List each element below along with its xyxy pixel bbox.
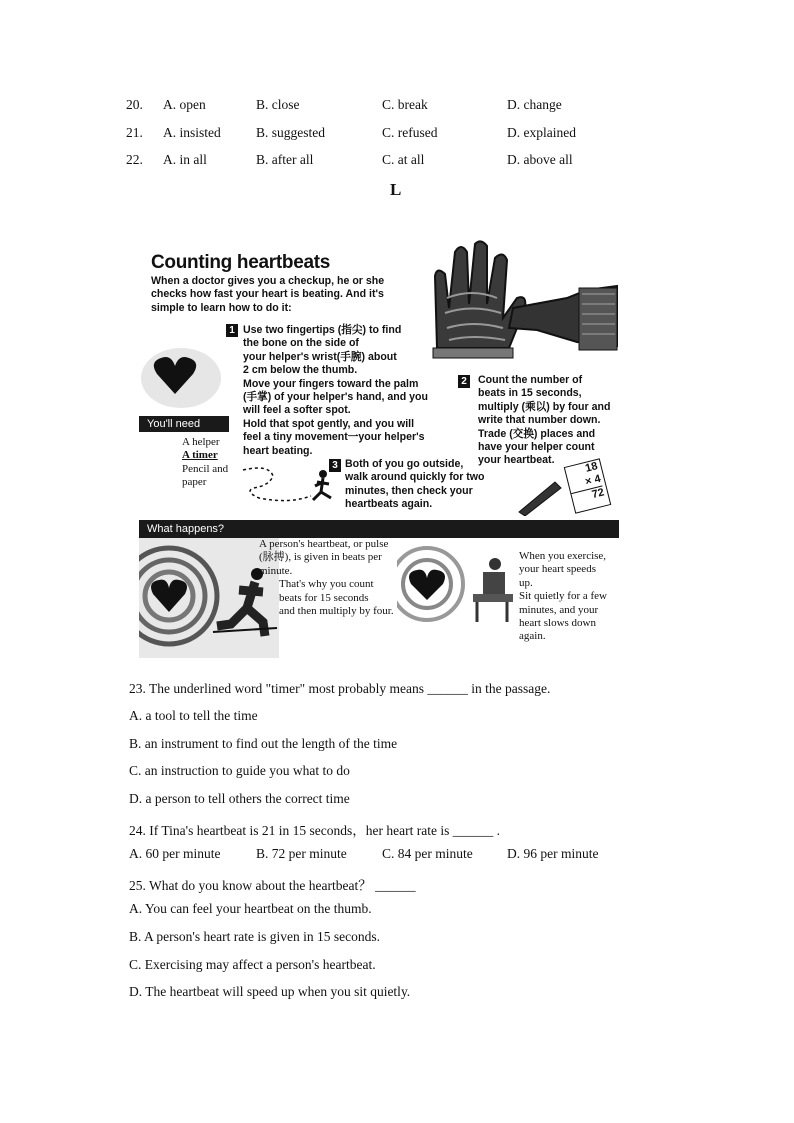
- question-25-option-c: C. Exercising may affect a person's heartbeat.: [129, 957, 376, 972]
- question-25-stem: 25. What do you know about the heartbeat？ ______: [129, 878, 416, 893]
- step-line: write that number down.: [478, 414, 601, 427]
- step-line: multiply (乘以) by four and: [478, 400, 611, 413]
- step-2-text: [478, 374, 618, 468]
- hand-wrist-illustration: [417, 238, 619, 368]
- option-a: A. open: [163, 97, 206, 112]
- question-24-option-b: B. 72 per minute: [256, 846, 347, 861]
- happens-line: A person's heartbeat, or pulse: [259, 538, 389, 550]
- what-happens-right-text: [519, 550, 619, 644]
- question-24-option-c: C. 84 per minute: [382, 846, 473, 861]
- happens-line: That's why you count: [279, 578, 374, 591]
- step-line: walk around quickly for two: [345, 471, 485, 484]
- happens-line: and then multiply by four.: [279, 605, 394, 618]
- happens-line: minute.: [259, 564, 293, 577]
- step-line: have your helper count: [478, 441, 595, 454]
- step-number-3: 3: [329, 459, 341, 472]
- question-25-option-a: A. You can feel your heartbeat on the thumb.: [129, 901, 372, 916]
- option-c: C. refused: [382, 125, 438, 140]
- step-line: (手掌) of your helper's hand, and you: [243, 391, 428, 404]
- section-letter: L: [390, 180, 402, 199]
- need-item: A helper: [182, 436, 220, 448]
- happens-line: minutes, and your: [519, 603, 599, 616]
- question-24-option-a: A. 60 per minute: [129, 846, 221, 861]
- step-line: Count the number of: [478, 374, 583, 386]
- need-item: Pencil and: [182, 462, 229, 475]
- step-number-1: 1: [226, 324, 238, 337]
- step-1-text: [243, 324, 443, 458]
- option-d: D. explained: [507, 125, 576, 140]
- step-number-2: 2: [458, 375, 470, 388]
- question-24-stem: 24. If Tina's heartbeat is 21 in 15 seconds，her heart rate is ______ .: [129, 823, 500, 838]
- happens-line: again.: [519, 630, 546, 643]
- step-line: Move your fingers toward the palm: [243, 377, 419, 390]
- heart-icon: [141, 342, 227, 412]
- need-list: [182, 436, 228, 490]
- step-line: beats in 15 seconds,: [478, 387, 582, 400]
- step-3-text: [345, 458, 495, 512]
- happens-line: When you exercise,: [519, 550, 607, 562]
- what-happens-left-text: [259, 538, 419, 618]
- step-line: will feel a softer spot.: [243, 404, 351, 417]
- step-line: your helper's wrist(手腕) about: [243, 350, 397, 363]
- happens-line: beats for 15 seconds: [279, 591, 369, 604]
- step-line: 2 cm below the thumb.: [243, 364, 358, 377]
- option-b: B. close: [256, 97, 300, 112]
- option-a: A. in all: [163, 152, 207, 167]
- calc-top: 18: [584, 460, 599, 475]
- step-line: Hold that spot gently, and you will: [243, 417, 415, 430]
- passage-figure: [139, 238, 619, 658]
- need-item-timer: A timer: [182, 449, 218, 462]
- happens-line: Sit quietly for a few: [519, 590, 607, 603]
- question-25-option-b: B. A person's heart rate is given in 15 seconds.: [129, 929, 381, 944]
- question-24-option-d: D. 96 per minute: [507, 846, 599, 861]
- step-line: heartbeats again.: [345, 498, 433, 511]
- option-d: D. above all: [507, 152, 573, 167]
- question-number: 22.: [126, 152, 143, 167]
- question-number: 20.: [126, 97, 143, 112]
- option-c: C. break: [382, 97, 428, 112]
- question-23-stem: 23. The underlined word "timer" most probably means ______ in the passage.: [129, 681, 551, 696]
- question-23-option-b: B. an instrument to find out the length of the time: [129, 736, 398, 751]
- pulse-heart-illustration: [139, 538, 279, 658]
- option-b: B. suggested: [256, 125, 325, 140]
- sitting-heart-illustration: [397, 544, 517, 644]
- walking-path-illustration: [239, 460, 339, 514]
- calc-multiplier: × 4: [568, 473, 602, 494]
- step-line: minutes, then check your: [345, 484, 473, 497]
- question-number: 21.: [126, 125, 143, 140]
- option-c: C. at all: [382, 152, 425, 167]
- step-line: heart beating.: [243, 444, 313, 457]
- option-b: B. after all: [256, 152, 314, 167]
- step-line: Use two fingertips (指尖) to find: [243, 324, 402, 336]
- question-row-20: [126, 97, 686, 117]
- youll-need-band: You'll need: [139, 416, 229, 432]
- intro-line: When a doctor gives you a checkup, he or she: [151, 275, 385, 287]
- happens-line: your heart speeds: [519, 563, 596, 576]
- step-line: Both of you go outside,: [345, 458, 464, 470]
- need-item: paper: [182, 476, 207, 489]
- happens-line: (脉搏), is given in beats per: [259, 551, 382, 564]
- intro-line: checks how fast your heart is beating. And it's: [151, 288, 384, 301]
- question-23-option-c: C. an instruction to guide you what to do: [129, 763, 350, 778]
- passage-title: Counting heartbeats: [151, 252, 331, 273]
- step-line: your heartbeat.: [478, 454, 555, 467]
- step-line: feel a tiny movement一your helper's: [243, 431, 425, 444]
- question-row-21: [126, 125, 686, 145]
- option-d: D. change: [507, 97, 562, 112]
- passage-intro: [151, 275, 401, 315]
- question-23-option-d: D. a person to tell others the correct time: [129, 791, 350, 806]
- question-23-option-a: A. a tool to tell the time: [129, 708, 258, 723]
- question-25-option-d: D. The heartbeat will speed up when you sit quietly.: [129, 984, 411, 999]
- step-line: the bone on the side of: [243, 337, 359, 350]
- question-row-22: [126, 152, 686, 172]
- intro-line: simple to learn how to do it:: [151, 301, 292, 314]
- happens-line: heart slows down: [519, 617, 596, 630]
- step-line: Trade (交换) places and: [478, 427, 596, 440]
- what-happens-band: What happens?: [139, 520, 619, 538]
- calc-result: 72: [590, 486, 606, 501]
- happens-line: up.: [519, 576, 533, 589]
- option-a: A. insisted: [163, 125, 221, 140]
